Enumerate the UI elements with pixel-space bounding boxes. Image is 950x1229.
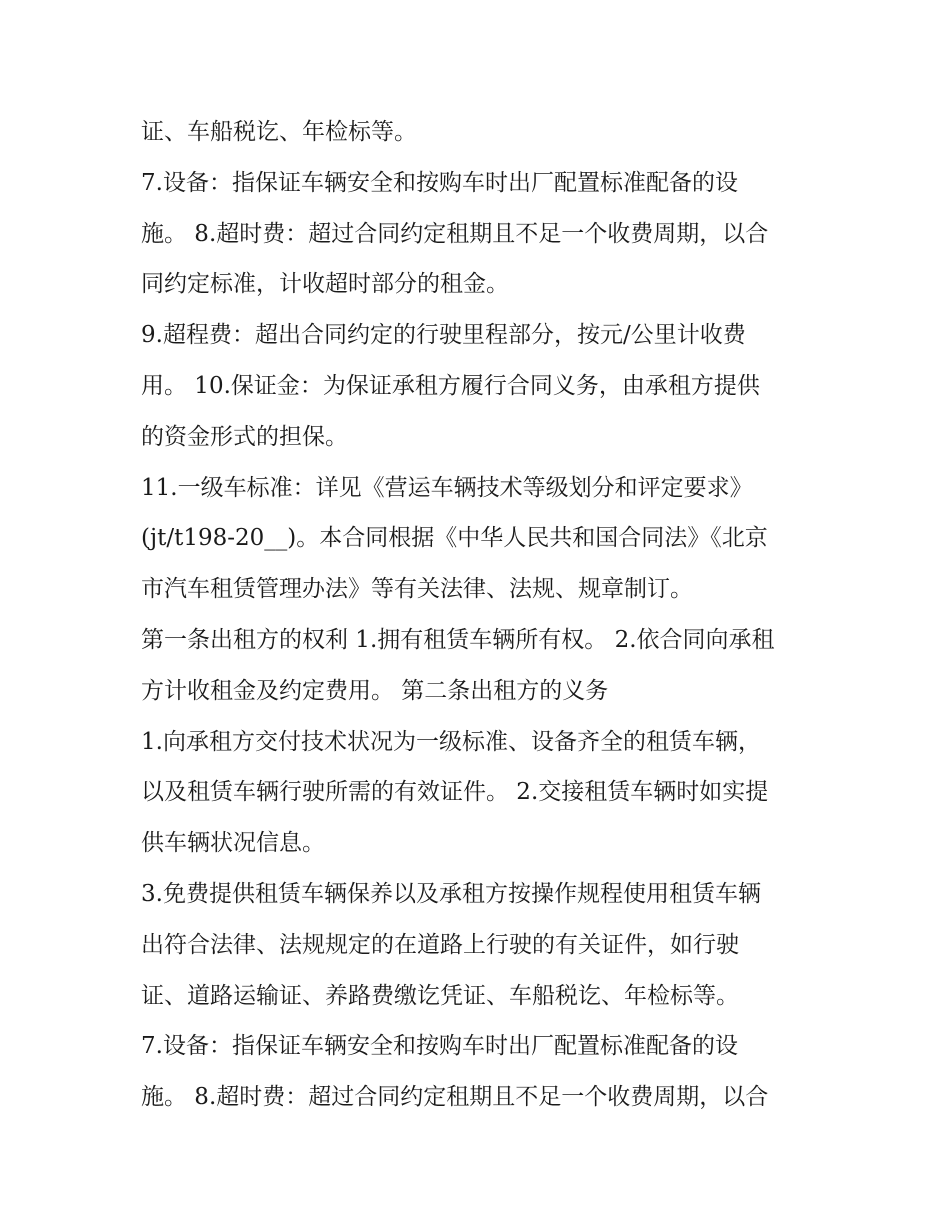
text-line: 7.设备：指保证车辆安全和按购车时出厂配置标准配备的设 — [141, 169, 738, 196]
text-line: (jt/t198-20__)。本合同根据《中华人民共和国合同法》《北京 — [141, 525, 768, 552]
text-line: 以及租赁车辆行驶所需的有效证件。 2.交接租赁车辆时如实提 — [141, 779, 769, 806]
text-line: 的资金形式的担保。 — [141, 423, 348, 450]
text-line: 同约定标准，计收超时部分的租金。 — [141, 271, 509, 298]
text-line: 1.向承租方交付技术状况为一级标准、设备齐全的租赁车辆， — [141, 728, 761, 755]
text-line: 证、道路运输证、养路费缴讫凭证、车船税讫、年检标等。 — [141, 982, 739, 1009]
text-line: 施。 8.超时费：超过合同约定租期且不足一个收费周期，以合 — [141, 1084, 769, 1111]
text-line: 施。 8.超时费：超过合同约定租期且不足一个收费周期，以合 — [141, 220, 769, 247]
text-line: 方计收租金及约定费用。 第二条出租方的义务 — [141, 677, 609, 704]
document-body — [141, 107, 821, 1123]
text-line: 11.一级车标准：详见《营运车辆技术等级划分和评定要求》 — [141, 474, 753, 501]
text-line: 出符合法律、法规规定的在道路上行驶的有关证件，如行驶 — [141, 931, 739, 958]
text-line: 9.超程费：超出合同约定的行驶里程部分，按元/公里计收费 — [141, 322, 746, 349]
text-line: 7.设备：指保证车辆安全和按购车时出厂配置标准配备的设 — [141, 1033, 738, 1060]
text-line: 用。 10.保证金：为保证承租方履行合同义务，由承租方提供 — [141, 372, 760, 399]
text-line: 供车辆状况信息。 — [141, 830, 325, 857]
text-line: 证、车船税讫、年检标等。 — [141, 119, 417, 145]
text-line: 3.免费提供租赁车辆保养以及承租方按操作规程使用租赁车辆 — [141, 880, 761, 907]
text-line: 第一条出租方的权利 1.拥有租赁车辆所有权。 2.依合同向承租 — [141, 626, 775, 653]
text-line: 市汽车租赁管理办法》等有关法律、法规、规章制订。 — [141, 576, 693, 603]
